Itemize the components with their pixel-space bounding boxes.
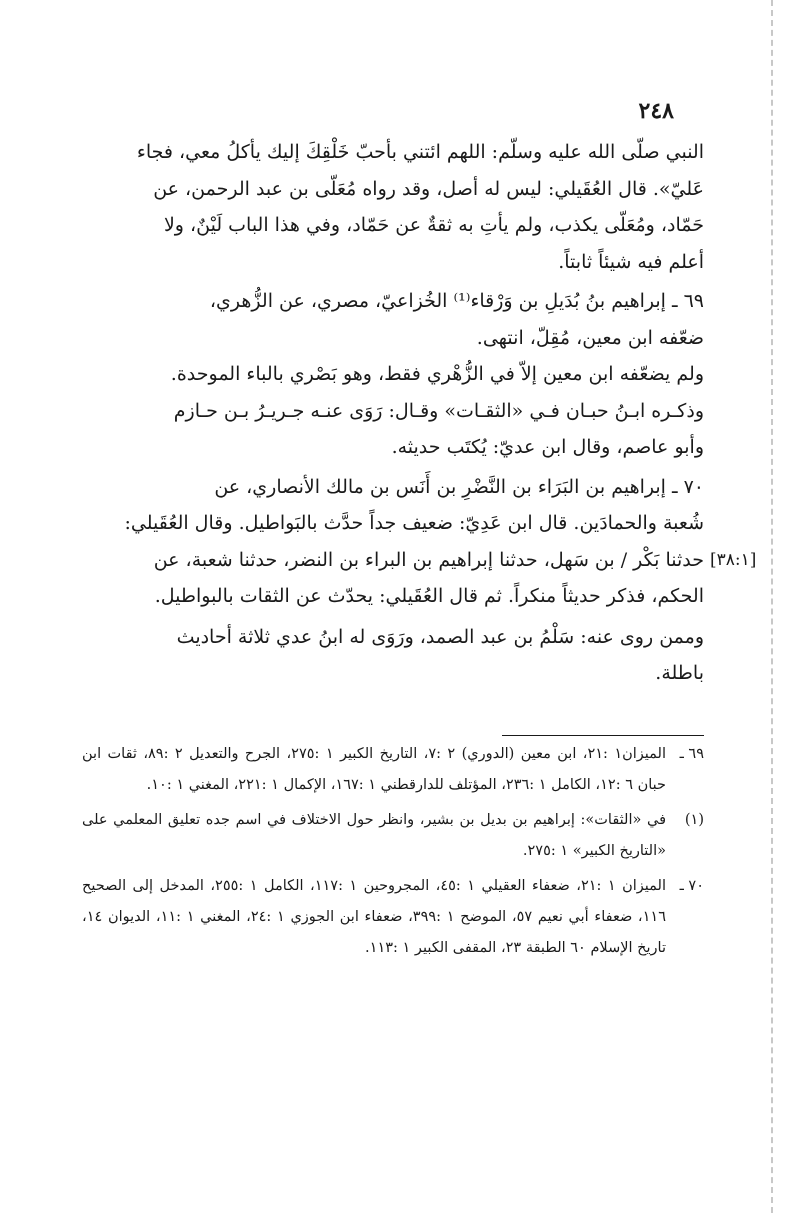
text-line: وممن روى عنه: سَلْمُ بن عبد الصمد، ورَوَى له ابنُ عدي ثلاثة أحاديث <box>176 625 704 648</box>
text-line-content: حدثنا بَكْر / بن سَهل، حدثنا إبراهيم بن البراء بن النضر، حدثنا شعبة، عن <box>153 548 704 571</box>
footnote-separator <box>502 735 704 736</box>
entry-69-heading: ٦٩ ـ إبراهيم بنُ بُدَيلِ بن وَرْقاء⁽¹⁾ الخُزاعيّ، مصري، عن الزُّهري، <box>209 290 704 312</box>
text-line: باطلة. <box>655 662 704 684</box>
text-line: وأبو عاصم، وقال ابن عديّ: يُكتَب حديثه. <box>391 436 704 458</box>
footnote-text: الميزان ١ :٢١، ضعفاء العقيلي ١ :٤٥، المجروحين ١ :١١٧، الكامل ١ :٢٥٥، المدخل إلى الصحيح ١١٦، ضعفاء أبي نعيم ٥٧، الموضح ١ :٣٩٩، ضعفاء ابن الجوزي ١ :٢٤، المغني ١ :١١، الديوان ١٤، تاريخ الإسلام ٦٠ الطبقة ٢٣، المقفى الكبير ١ :١١٣. <box>82 878 666 956</box>
text-line: شُعبة والحمادَين. قال ابن عَدِيّ: ضعيف جداً حدَّث بالبَواطيل. وقال العُقَيلي: <box>124 512 704 534</box>
margin-page-reference: [٣٨:١] <box>710 549 757 570</box>
page-number: ٢٤٨ <box>638 98 674 124</box>
text-line: ولم يضعّفه ابن معين إلاّ في الزُّهْري فقط، وهو بَصْري بالباء الموحدة. <box>170 363 704 385</box>
footnote-text: في «الثقات»: إبراهيم بن بديل بن بشير، وانظر حول الاختلاف في اسم جده تعليق المعلمي على «التاريخ الكبير» ١ :٢٧٥. <box>82 812 666 859</box>
footnotes <box>82 739 704 964</box>
text-line: النبي صلّى الله عليه وسلّم: اللهم ائتني بأحبّ خَلْقِكَ إليك يأكلُ معي، فجاء <box>136 141 704 163</box>
main-text-body <box>82 134 757 692</box>
footnote-marker: (١) <box>684 812 704 828</box>
text-line: أعلم فيه شيئاً ثابتاً. <box>558 250 704 273</box>
scan-edge-artifact <box>771 0 773 1213</box>
text-line: وذكـره ابـنُ حبـان فـي «الثقـات» وقـال: رَوَى عنـه جـريـرُ بـن حـازم <box>173 399 704 422</box>
entry-70-heading: ٧٠ ـ إبراهيم بن البَرَاء بن النَّضْرِ بن أَنَس بن مالك الأنصاري، عن <box>214 475 704 498</box>
text-line <box>82 542 757 579</box>
text-line: ضعّفه ابن معين، مُقِلّ، انتهى. <box>476 326 704 349</box>
text-line: حَمّاد، ومُعَلّى يكذب، ولم يأتِ به ثقةٌ عن حَمّاد، وفي هذا الباب لَيْنٌ، ولا <box>163 214 704 236</box>
footnote-marker: ٦٩ ـ <box>679 746 704 762</box>
footnote-text: الميزان١ :٢١، ابن معين (الدوري) ٢ :٧، التاريخ الكبير ١ :٢٧٥، الجرح والتعديل ٢ :٨٩، ثقات ابن حبان ٦ :١٢، الكامل ١ :٢٣٦، المؤتلف للدارقطني ١ :١٦٧، الإكمال ١ :٢٢١، المغني ١ :١٠. <box>82 746 666 793</box>
text-line: الحكم، فذكر حديثاً منكراً. ثم قال العُقَيلي: يحدّث عن الثقات بالبواطيل. <box>154 585 704 607</box>
footnote-70 <box>82 871 704 964</box>
footnote-1 <box>82 805 704 867</box>
text-line: عَليّ». قال العُقَيلي: ليس له أصل، وقد رواه مُعَلّى بن عبد الرحمن، عن <box>153 177 704 200</box>
footnote-69 <box>82 739 704 801</box>
footnote-marker: ٧٠ ـ <box>679 878 704 894</box>
